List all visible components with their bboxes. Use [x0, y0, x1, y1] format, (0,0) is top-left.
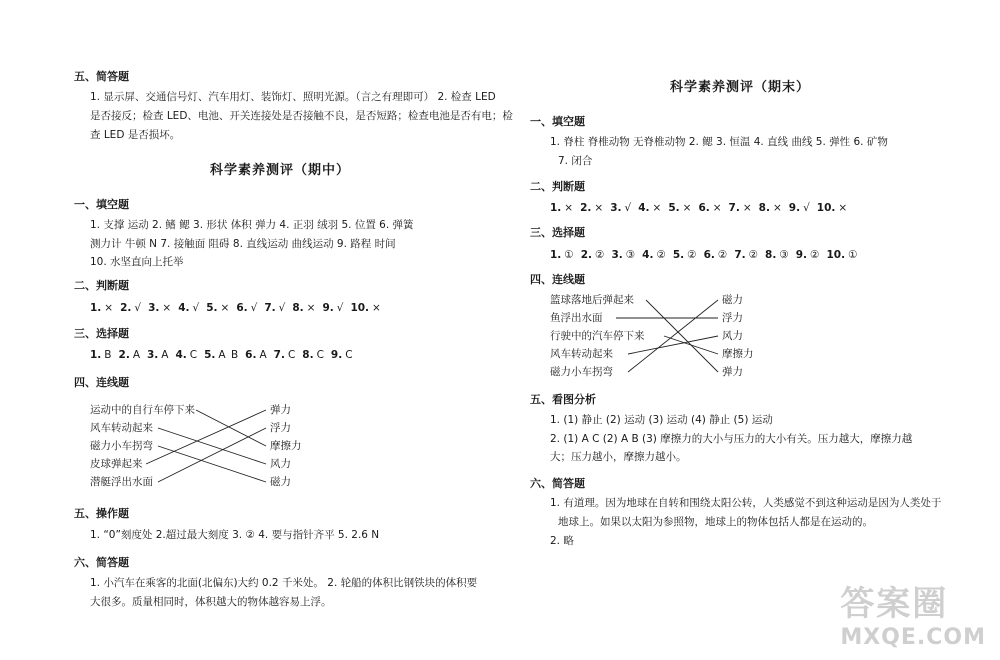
- left-short-line1: 1. 小汽车在乘客的北面(北偏东)大约 0.2 千米处。 2. 轮船的体积比钢铁块的体积要: [90, 577, 478, 589]
- left-judge-heading: 二、判断题: [74, 279, 129, 292]
- answer-number: 8.: [292, 302, 304, 314]
- match-line: [196, 410, 266, 446]
- answer-value: ×: [682, 202, 692, 214]
- answer-value: ×: [306, 302, 316, 314]
- answer-value: √: [134, 302, 142, 314]
- answer-value: ②: [687, 249, 697, 261]
- answer-value: C: [345, 349, 353, 361]
- answer-number: 9.: [788, 202, 801, 214]
- left-match-left-item: 潜艇浮出水面: [90, 476, 153, 488]
- answer-number: 4.: [175, 349, 187, 361]
- answer-value: ②: [810, 249, 820, 261]
- answer-number: 9.: [795, 249, 808, 261]
- answer-value: ③: [779, 249, 789, 261]
- left-short-line2: 大很多。质量相同时，体积越大的物体越容易上浮。: [90, 596, 332, 608]
- answer-number: 2.: [120, 302, 132, 314]
- answer-number: 5.: [668, 202, 680, 214]
- answer-number: 3.: [610, 202, 622, 214]
- right-match-left-item: 磁力小车拐弯: [550, 366, 613, 378]
- watermark: [840, 576, 986, 650]
- left-sec5-line1: 1. 显示屏、交通信号灯、汽车用灯、装饰灯、照明光源。（言之有理即可） 2. 检查 LED: [90, 91, 496, 103]
- right-match-lines: [530, 0, 940, 660]
- right-graph-line1: 1. (1) 静止 (2) 运动 (3) 运动 (4) 静止 (5) 运动: [550, 414, 773, 426]
- answer-number: 10.: [350, 302, 370, 314]
- answer-number: 4.: [638, 202, 650, 214]
- right-match-right-item: 弹力: [722, 366, 743, 378]
- right-graph-heading: 五、看图分析: [530, 393, 596, 406]
- right-choice-heading: 三、选择题: [530, 226, 585, 239]
- answer-value: ×: [742, 202, 752, 214]
- answer-value: ①: [564, 249, 574, 261]
- answer-number: 2.: [580, 202, 592, 214]
- answer-number: 2.: [580, 249, 593, 261]
- left-choice-heading: 三、选择题: [74, 327, 129, 340]
- answer-number: 4.: [642, 249, 654, 261]
- right-judge-heading: 二、判断题: [530, 180, 585, 193]
- answer-value: ×: [372, 302, 381, 314]
- answer-value: √: [624, 202, 632, 214]
- answer-value: ②: [656, 249, 666, 261]
- answer-value: ②: [748, 249, 759, 261]
- answer-number: 4.: [178, 302, 190, 314]
- answer-number: 5.: [206, 302, 218, 314]
- answer-value: ②: [595, 249, 605, 261]
- answer-value: ×: [104, 302, 114, 314]
- answer-value: C: [189, 349, 198, 361]
- answer-number: 6.: [698, 202, 710, 214]
- left-sec5-heading: 五、简答题: [74, 70, 129, 83]
- right-match-heading: 四、连线题: [530, 273, 585, 286]
- answer-value: ③: [625, 249, 636, 261]
- answer-value: C: [316, 349, 324, 361]
- answer-value: A: [259, 349, 267, 361]
- left-match-right-item: 弹力: [270, 404, 291, 416]
- answer-number: 6.: [236, 302, 248, 314]
- answer-number: 3.: [611, 249, 623, 261]
- match-line: [628, 300, 718, 372]
- answer-value: B: [104, 349, 112, 361]
- right-short-heading: 六、简答题: [530, 477, 585, 490]
- answer-value: √: [192, 302, 200, 314]
- answer-value: ×: [712, 202, 722, 214]
- left-match-left-item: 运动中的自行车停下来: [90, 404, 195, 416]
- answer-value: ×: [838, 202, 848, 214]
- answer-value: ×: [772, 202, 782, 214]
- answer-number: 7.: [264, 302, 276, 314]
- left-match-left-item: 风车转动起来: [90, 422, 153, 434]
- answer-number: 5.: [204, 349, 216, 361]
- answer-number: 8.: [758, 202, 770, 214]
- answer-number: 6.: [245, 349, 257, 361]
- left-sec5-line3: 查 LED 是否损坏。: [90, 129, 181, 141]
- answer-number: 7.: [734, 249, 746, 261]
- watermark-logo: 答案圈: [840, 584, 949, 624]
- answer-number: 8.: [765, 249, 777, 261]
- answer-number: 9.: [322, 302, 334, 314]
- answer-number: 8.: [302, 349, 314, 361]
- answer-number: 7.: [273, 349, 285, 361]
- left-fill-line2: 测力计 牛顿 N 7. 接触面 阻碍 8. 直线运动 曲线运动 9. 路程 时间: [90, 238, 396, 250]
- answer-number: 9.: [330, 349, 343, 361]
- left-match-right-item: 摩擦力: [270, 440, 302, 452]
- left-fill-line1: 1. 支撑 运动 2. 鳍 鳃 3. 形状 体积 弹力 4. 正羽 绒羽 5. 位置 6. 弹簧: [90, 219, 414, 231]
- answer-number: 3.: [147, 349, 159, 361]
- left-match-lines: [74, 0, 474, 660]
- right-fill-line2: 7. 闭合: [558, 155, 593, 167]
- answer-number: 1.: [550, 202, 562, 214]
- answer-value: √: [278, 302, 286, 314]
- answer-number: 3.: [148, 302, 160, 314]
- match-line: [158, 428, 266, 464]
- right-match-left-item: 风车转动起来: [550, 348, 613, 360]
- answer-value: ×: [594, 202, 604, 214]
- right-match-right-item: 磁力: [722, 294, 743, 306]
- answer-value: √: [336, 302, 344, 314]
- answer-number: 1.: [90, 349, 102, 361]
- answer-value: ×: [162, 302, 172, 314]
- match-line: [646, 300, 718, 372]
- left-match-left-item: 皮球弹起来: [90, 458, 143, 470]
- answer-value: √: [250, 302, 258, 314]
- right-graph-line2: 2. (1) A C (2) A B (3) 摩擦力的大小与压力的大小有关。压力越大，摩擦力越: [550, 433, 913, 445]
- right-match-right-item: 浮力: [722, 312, 743, 324]
- answer-number: 6.: [703, 249, 715, 261]
- match-line: [158, 428, 266, 482]
- answer-value: ×: [220, 302, 230, 314]
- answer-value: A B: [218, 349, 239, 361]
- answer-number: 7.: [728, 202, 740, 214]
- left-match-right-item: 磁力: [270, 476, 291, 488]
- answer-value: √: [803, 202, 810, 214]
- right-fill-heading: 一、填空题: [530, 115, 585, 128]
- answer-number: 10.: [816, 202, 836, 214]
- answer-number: 1.: [550, 249, 562, 261]
- left-match-right-item: 浮力: [270, 422, 291, 434]
- right-match-left-item: 篮球落地后弹起来: [550, 294, 634, 306]
- left-op-heading: 五、操作题: [74, 507, 129, 520]
- right-match-right-item: 摩擦力: [722, 348, 754, 360]
- left-match-left-item: 磁力小车拐弯: [90, 440, 153, 452]
- left-fill-heading: 一、填空题: [74, 198, 129, 211]
- answer-value: ×: [564, 202, 574, 214]
- right-match-right-item: 风力: [722, 330, 743, 342]
- left-match-heading: 四、连线题: [74, 376, 129, 389]
- answer-value: ①: [848, 249, 858, 261]
- watermark-url: MXQE.COM: [840, 625, 986, 650]
- midterm-title: 科学素养测评（期中）: [210, 163, 351, 178]
- answer-number: 10.: [826, 249, 846, 261]
- right-fill-line1: 1. 脊柱 脊椎动物 无脊椎动物 2. 鳃 3. 恒温 4. 直线 曲线 5. 弹性 6. 矿物: [550, 136, 888, 148]
- answer-value: A: [132, 349, 140, 361]
- right-graph-line3: 大；压力越小，摩擦力越小。: [550, 451, 687, 463]
- right-short-line3: 2. 略: [550, 535, 574, 547]
- right-short-line2: 地球上。如果以太阳为参照物，地球上的物体包括人都是在运动的。: [558, 516, 873, 528]
- right-match-left-item: 行驶中的汽车停下来: [550, 330, 645, 342]
- left-fill-line3: 10. 水坚直向上托举: [90, 256, 184, 268]
- right-match-left-item: 鱼浮出水面: [550, 312, 603, 324]
- left-match-right-item: 风力: [270, 458, 291, 470]
- left-sec5-line2: 是否接反；检查 LED、电池、开关连接处是否接触不良，是否短路；检查电池是否有电；检: [90, 110, 513, 122]
- answer-value: ②: [717, 249, 728, 261]
- answer-value: ×: [652, 202, 662, 214]
- left-short-heading: 六、简答题: [74, 556, 129, 569]
- answer-value: C: [287, 349, 296, 361]
- final-title: 科学素养测评（期末）: [670, 80, 811, 95]
- right-short-line1: 1. 有道理。因为地球在自转和围绕太阳公转，人类感觉不到这种运动是因为人类处于: [550, 497, 942, 509]
- answer-number: 2.: [118, 349, 130, 361]
- left-op-line1: 1. “0”刻度处 2.超过最大刻度 3. ② 4. 要与指针齐平 5. 2.6 N: [90, 529, 380, 541]
- answer-value: A: [161, 349, 169, 361]
- answer-number: 5.: [672, 249, 685, 261]
- answer-number: 1.: [90, 302, 102, 314]
